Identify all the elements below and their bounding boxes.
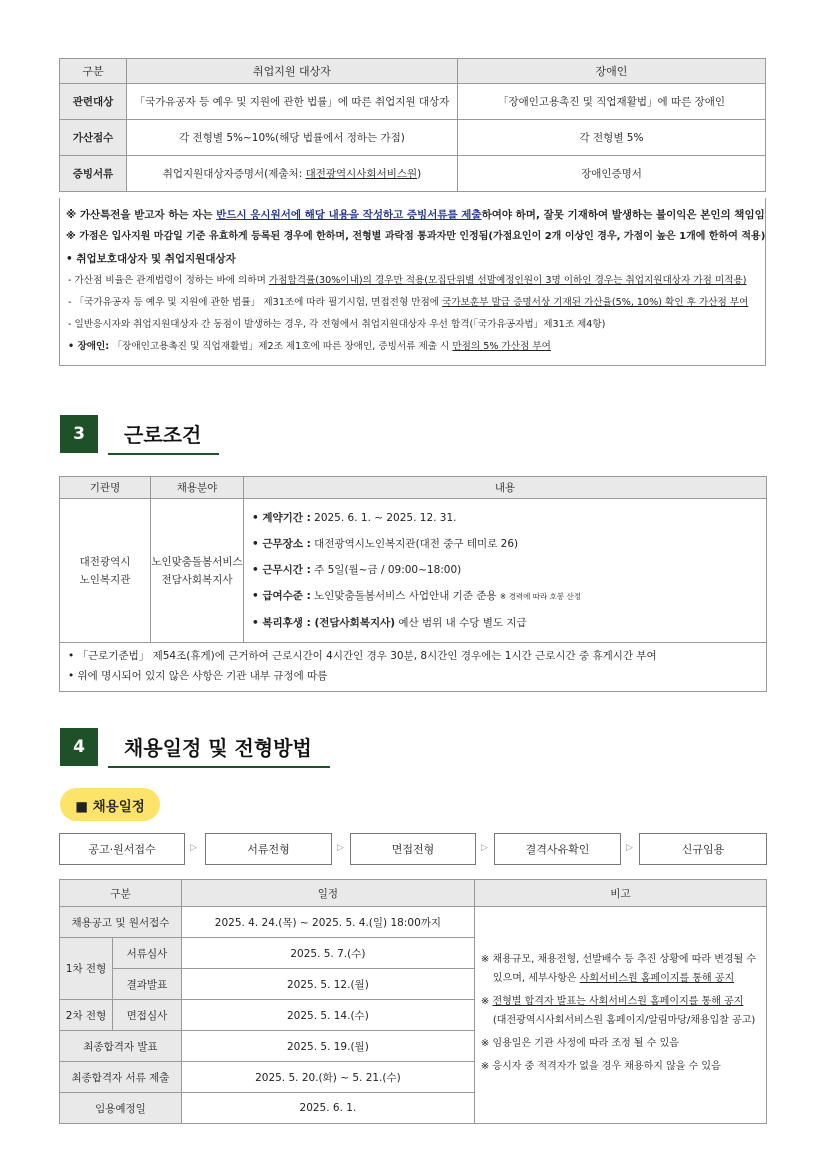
org-name: 대전광역시	[79, 555, 131, 568]
schedule-cell: 2025. 5. 7.(수)	[181, 938, 474, 969]
field-name: 전담사회복지사	[161, 573, 233, 586]
row-label: 서류심사	[113, 938, 182, 969]
row-label: 최종합격자 서류 제출	[60, 1062, 182, 1093]
remark-text: (대전광역시사회서비스원 홈페이지/알림마당/채용입찰 공고)	[492, 1015, 756, 1026]
org-name: 노인복지관	[79, 573, 131, 586]
flow-step-announcement: 공고·원서접수	[59, 833, 185, 865]
cell-text: )	[417, 168, 422, 180]
condition-label: • 근무시간 :	[252, 564, 311, 576]
schedule-badge: ■ 채용일정	[60, 788, 160, 821]
row-label: 결과발표	[113, 969, 182, 1000]
remark-line	[481, 992, 760, 1030]
arrow-right-icon: ▷	[626, 843, 633, 853]
cell: 각 전형별 5%	[458, 120, 766, 156]
table-row	[60, 499, 767, 643]
working-notes	[59, 642, 767, 692]
flow-step-disqualification-check: 결격사유확인	[494, 833, 621, 865]
note-subline: - 일반응시자와 취업지원대상자 간 동점이 발생하는 경우, 각 전형에서 취업지원대상자 우선 합격(「국가유공자법」제31조 제4항)	[68, 319, 606, 330]
header-schedule: 일정	[181, 880, 474, 907]
schedule-table	[59, 879, 767, 1124]
schedule-cell: 2025. 5. 12.(월)	[181, 969, 474, 1000]
note-subline	[66, 292, 759, 314]
note-text: 하여야 하며, 잘못 기재하여 발생하는 불이익은 본인의 책임임	[481, 209, 765, 221]
condition-label: • 급여수준 :	[252, 590, 311, 602]
header-category: 구분	[60, 59, 127, 84]
note-text: - 「국가유공자 등 예우 및 지원에 관한 법률」 제31조에 따라 필기시험, 면접전형 만점에	[68, 297, 443, 308]
note-label: • 장애인:	[68, 341, 113, 352]
section-number: 4	[60, 728, 98, 766]
section-title: 채용일정 및 전형방법	[108, 730, 330, 768]
note-text: - 가산점 비율은 관계법령이 정하는 바에 의하며	[68, 275, 269, 286]
table-row	[60, 84, 766, 120]
cell-text-underlined: 대전광역시사회서비스원	[305, 168, 418, 180]
note-underlined: 만점의 5% 가산점 부여	[452, 341, 551, 352]
remark-text: 있으며, 세부사항은	[492, 973, 580, 984]
remark-text: ※	[480, 996, 493, 1007]
condition-item	[252, 557, 766, 583]
header-remarks: 비고	[474, 880, 766, 907]
remark-line: ※ 응시자 중 적격자가 없을 경우 채용하지 않을 수 있음	[480, 1061, 721, 1072]
header-employment-support: 취업지원 대상자	[127, 59, 458, 84]
row-label: 임용예정일	[60, 1093, 182, 1124]
cell	[127, 156, 458, 192]
org-cell	[60, 499, 151, 643]
row-label: 증빙서류	[60, 156, 127, 192]
condition-label: • 근무장소 :	[252, 538, 311, 550]
condition-label: • 계약기간 :	[252, 512, 311, 524]
row-label: 채용공고 및 원서접수	[60, 907, 182, 938]
table-row	[60, 907, 767, 938]
header-disabled: 장애인	[458, 59, 766, 84]
field-cell	[151, 499, 244, 643]
condition-value: 대전광역시노인복지관(대전 중구 테미로 26)	[310, 538, 519, 550]
header-content: 내용	[244, 477, 767, 499]
condition-item	[252, 531, 766, 557]
header-category: 구분	[60, 880, 182, 907]
arrow-right-icon: ▷	[337, 843, 344, 853]
cell-text: 취업지원대상자증명서(제출처:	[162, 168, 306, 180]
note-line: • 위에 명시되어 있지 않은 사항은 기관 내부 규정에 따름	[68, 670, 328, 682]
remark-line	[481, 950, 760, 988]
note-line: ※ 가점은 입사지원 마감일 기준 유효하게 등록된 경우에 한하며, 전형별 과락점 통과자만 인정됨(가점요인이 2개 이상인 경우, 가점이 높은 1개에 한하여 적용)	[66, 231, 766, 242]
working-conditions-table	[59, 476, 767, 643]
condition-value: 노인맞춤돌봄서비스 사업안내 기준 준용	[310, 590, 500, 602]
cell: 「국가유공자 등 예우 및 지원에 관한 법률」에 따른 취업지원 대상자	[127, 84, 458, 120]
row-label: 면접심사	[113, 1000, 182, 1031]
note-subline	[66, 270, 759, 292]
note-subline	[66, 336, 759, 358]
row-label: 최종합격자 발표	[60, 1031, 182, 1062]
table-row	[60, 120, 766, 156]
row-label: 가산점수	[60, 120, 127, 156]
cell: 각 전형별 5%~10%(해당 법률에서 정하는 가점)	[127, 120, 458, 156]
header-field: 채용분야	[151, 477, 244, 499]
section-title: 근로조건	[108, 417, 219, 455]
condition-value-bold: (전담사회복지사)	[310, 617, 396, 629]
schedule-cell: 2025. 4. 24.(목) ~ 2025. 5. 4.(일) 18:00까지	[181, 907, 474, 938]
remarks-cell	[474, 907, 766, 1124]
note-underlined: 국가보훈부 발급 증명서상 기재된 가산율(5%, 10%) 확인 후 가산점 부여	[442, 297, 749, 308]
field-name: 노인맞춤돌봄서비스	[151, 555, 243, 568]
row-label: 관련대상	[60, 84, 127, 120]
schedule-cell: 2025. 5. 19.(월)	[181, 1031, 474, 1062]
note-line	[66, 204, 765, 226]
bonus-notes	[59, 198, 766, 366]
remark-underlined: 전형별 합격자 발표는 사회서비스원 홈페이지를 통해 공지	[492, 996, 744, 1007]
arrow-right-icon: ▷	[190, 843, 197, 853]
note-line: • 「근로기준법」 제54조(휴게)에 근거하여 근로시간이 4시간인 경우 30분, 8시간인 경우에는 1시간 근로시간 중 휴게시간 부여	[68, 650, 657, 662]
table-row	[60, 156, 766, 192]
note-line: • 취업보호대상자 및 취업지원대상자	[66, 253, 236, 265]
flow-step-interview: 면접전형	[350, 833, 476, 865]
arrow-right-icon: ▷	[481, 843, 488, 853]
row-group-label: 2차 전형	[60, 1000, 113, 1031]
flow-step-appointment: 신규임용	[639, 833, 767, 865]
condition-value: 2025. 6. 1. ~ 2025. 12. 31.	[310, 512, 457, 524]
condition-item	[252, 610, 766, 636]
note-text: 「장애인고용촉진 및 직업재활법」제2조 제1호에 따른 장애인, 증빙서류 제출 시	[112, 341, 453, 352]
schedule-cell: 2025. 6. 1.	[181, 1093, 474, 1124]
schedule-cell: 2025. 5. 20.(화) ~ 5. 21.(수)	[181, 1062, 474, 1093]
flow-step-document: 서류전형	[205, 833, 332, 865]
remark-line: ※ 임용일은 기관 사정에 따라 조정 될 수 있음	[480, 1038, 679, 1049]
note-text: ※ 가산특전을 받고자 하는 자는	[66, 209, 217, 221]
note-emphasis: 반드시 응시원서에 해당 내용을 작성하고 증빙서류를 제출	[216, 209, 482, 221]
condition-item	[252, 505, 766, 531]
section-number: 3	[60, 415, 98, 453]
condition-item	[252, 583, 766, 610]
condition-note: ※ 경력에 따라 호봉 산정	[499, 592, 581, 601]
remark-underlined: 사회서비스원 홈페이지를 통해 공지	[579, 973, 735, 984]
cell: 「장애인고용촉진 및 직업재활법」에 따른 장애인	[458, 84, 766, 120]
condition-label: • 복리후생 :	[252, 617, 311, 629]
row-group-label: 1차 전형	[60, 938, 113, 1000]
condition-value: 예산 범위 내 수당 별도 지급	[395, 617, 527, 629]
conditions-cell	[244, 499, 767, 643]
header-org: 기관명	[60, 477, 151, 499]
note-underlined: 가점합격률(30%이내)의 경우만 적용(모집단위별 선발예정인원이 3명 이하인 경우는 취업지원대상자 가점 미적용)	[268, 275, 747, 286]
cell: 장애인증명서	[458, 156, 766, 192]
schedule-cell: 2025. 5. 14.(수)	[181, 1000, 474, 1031]
remark-text: ※ 채용규모, 채용전형, 선발배수 등 추진 상황에 따라 변경될 수	[480, 954, 757, 965]
bonus-points-table	[59, 58, 766, 192]
condition-value: 주 5일(월~금 / 09:00~18:00)	[310, 564, 462, 576]
